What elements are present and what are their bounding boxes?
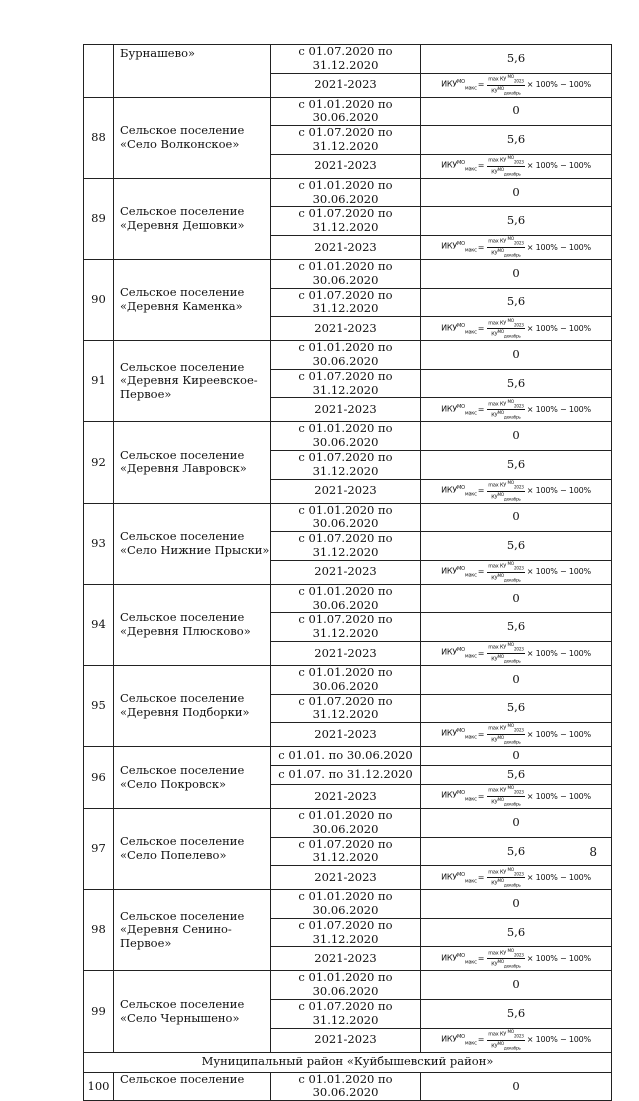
page-number: 8: [589, 845, 597, 859]
rate-value: 5,6: [421, 613, 612, 642]
table-row: [84, 890, 612, 919]
period: с 01.07.2020 по 31.12.2020: [271, 918, 421, 947]
formula: $ИКУ^{МО}_{макс}$ = $\frac{\max КУ ^{МО}_{2023}}{КУ^{МО}_{декабрь}}$ × 100% − 100%: [441, 866, 591, 888]
period: с 01.01.2020 по 30.06.2020: [271, 178, 421, 207]
period: с 01.01. по 30.06.2020: [271, 747, 421, 766]
settlement-name: Сельское поселение «Село Волконское»: [114, 97, 271, 178]
rate-value: 0: [421, 809, 612, 838]
rate-value: 0: [421, 665, 612, 694]
formula: $ИКУ^{МО}_{макс}$ = $\frac{\max КУ ^{МО}_{2023}}{КУ^{МО}_{декабрь}}$ × 100% − 100%: [441, 236, 591, 258]
rate-value: 5,6: [421, 1000, 612, 1029]
district-header-row: [84, 1052, 612, 1072]
formula: $ИКУ^{МО}_{макс}$ = $\frac{\max КУ ^{МО}_{2023}}{КУ^{МО}_{декабрь}}$ × 100% − 100%: [441, 317, 591, 339]
period: с 01.07.2020 по 31.12.2020: [271, 207, 421, 236]
rate-value: 0: [421, 178, 612, 207]
period: с 01.01.2020 по 30.06.2020: [271, 341, 421, 370]
row-number: 97: [84, 809, 114, 890]
period: с 01.07.2020 по 31.12.2020: [271, 532, 421, 561]
period: с 01.07.2020 по 31.12.2020: [271, 450, 421, 479]
period: 2021-2023: [271, 73, 421, 97]
rate-value: 0: [421, 259, 612, 288]
table-row: [84, 1072, 612, 1101]
formula: $ИКУ^{МО}_{макс}$ = $\frac{\max КУ ^{МО}_{2023}}{КУ^{МО}_{декабрь}}$ × 100% − 100%: [441, 947, 591, 970]
settlement-name: Сельское поселение «Деревня Подборки»: [114, 665, 271, 746]
row-number: 96: [84, 747, 114, 809]
period: с 01.01.2020 по 30.06.2020: [271, 584, 421, 613]
table-row: [84, 178, 612, 207]
settlement-name: Сельское поселение «Село Покровск»: [114, 747, 271, 809]
period: с 01.01.2020 по 30.06.2020: [271, 503, 421, 532]
tariff-table: [83, 44, 612, 1101]
table-row: [84, 341, 612, 370]
rate-value: 0: [421, 584, 612, 613]
district-header: Муниципальный район «Куйбышевский район»: [84, 1052, 612, 1072]
table-row: [84, 45, 612, 74]
settlement-name: Сельское поселение «Деревня Дешовки»: [114, 178, 271, 259]
period: 2021-2023: [271, 398, 421, 422]
rate-value: 5,6: [421, 45, 612, 74]
period: с 01.01.2020 по 30.06.2020: [271, 665, 421, 694]
row-number: 92: [84, 422, 114, 503]
settlement-name: Сельское поселение «Село Чернышено»: [114, 971, 271, 1052]
period: с 01.07.2020 по 31.12.2020: [271, 1000, 421, 1029]
row-number: 89: [84, 178, 114, 259]
rate-value: 5,6: [421, 369, 612, 398]
formula: $ИКУ^{МО}_{макс}$ = $\frac{\max КУ ^{МО}_{2023}}{КУ^{МО}_{декабрь}}$ × 100% − 100%: [441, 155, 591, 177]
period: с 01.07.2020 по 31.12.2020: [271, 45, 421, 74]
row-number: 93: [84, 503, 114, 584]
period: с 01.01.2020 по 30.06.2020: [271, 809, 421, 838]
period: 2021-2023: [271, 317, 421, 341]
table-row: [84, 584, 612, 613]
period: 2021-2023: [271, 1028, 421, 1052]
period: с 01.01.2020 по 30.06.2020: [271, 1072, 421, 1101]
rate-value: 5,6: [421, 918, 612, 947]
period: 2021-2023: [271, 723, 421, 747]
period: с 01.07.2020 по 31.12.2020: [271, 613, 421, 642]
period: 2021-2023: [271, 479, 421, 503]
formula: $ИКУ^{МО}_{макс}$ = $\frac{\max КУ ^{МО}_{2023}}{КУ^{МО}_{декабрь}}$ × 100% − 100%: [441, 479, 591, 502]
settlement-name: Сельское поселение «Деревня Плюсково»: [114, 584, 271, 665]
period: с 01.01.2020 по 30.06.2020: [271, 971, 421, 1000]
period: 2021-2023: [271, 947, 421, 971]
rate-value: 0: [421, 971, 612, 1000]
table-row: [84, 503, 612, 532]
rate-value: 5,6: [421, 288, 612, 317]
rate-value: 0: [421, 1072, 612, 1101]
table-row: [84, 422, 612, 451]
period: с 01.01.2020 по 30.06.2020: [271, 890, 421, 919]
formula: $ИКУ^{МО}_{макс}$ = $\frac{\max КУ ^{МО}_{2023}}{КУ^{МО}_{декабрь}}$ × 100% − 100%: [441, 785, 591, 807]
rate-value: 0: [421, 747, 612, 766]
row-number: [84, 45, 114, 98]
row-number: 91: [84, 341, 114, 422]
rate-value: 5,6: [421, 694, 612, 723]
table-row: [84, 97, 612, 126]
period: с 01.07.2020 по 31.12.2020: [271, 694, 421, 723]
table-row: [84, 259, 612, 288]
period: с 01.07.2020 по 31.12.2020: [271, 837, 421, 866]
period: с 01.07.2020 по 31.12.2020: [271, 288, 421, 317]
period: 2021-2023: [271, 235, 421, 259]
row-number: 88: [84, 97, 114, 178]
table-row: [84, 809, 612, 838]
rate-value: 5,6: [421, 450, 612, 479]
period: 2021-2023: [271, 785, 421, 809]
formula: $ИКУ^{МО}_{макс}$ = $\frac{\max КУ ^{МО}_{2023}}{КУ^{МО}_{декабрь}}$ × 100% − 100%: [441, 1029, 591, 1051]
period: 2021-2023: [271, 866, 421, 890]
settlement-name: Сельское поселение «Деревня Каменка»: [114, 259, 271, 340]
row-number: 95: [84, 665, 114, 746]
row-number: 98: [84, 890, 114, 971]
settlement-name: Сельское поселение «Деревня Лавровск»: [114, 422, 271, 503]
period: с 01.01.2020 по 30.06.2020: [271, 422, 421, 451]
rate-value: 5,6: [421, 126, 612, 155]
formula: $ИКУ^{МО}_{макс}$ = $\frac{\max КУ ^{МО}_{2023}}{КУ^{МО}_{декабрь}}$ × 100% − 100%: [441, 642, 591, 664]
row-number: 94: [84, 584, 114, 665]
rate-value: 0: [421, 422, 612, 451]
table-row: [84, 971, 612, 1000]
period: 2021-2023: [271, 560, 421, 584]
period: с 01.01.2020 по 30.06.2020: [271, 259, 421, 288]
rate-value: 5,6: [421, 532, 612, 561]
rate-value: 5,6: [421, 837, 612, 866]
period: с 01.07. по 31.12.2020: [271, 766, 421, 785]
formula: $ИКУ^{МО}_{макс}$ = $\frac{\max КУ ^{МО}_{2023}}{КУ^{МО}_{декабрь}}$ × 100% − 100%: [441, 73, 591, 96]
period: с 01.07.2020 по 31.12.2020: [271, 369, 421, 398]
settlement-name: Сельское поселение «Село Нижние Прыски»: [114, 503, 271, 584]
formula: $ИКУ^{МО}_{макс}$ = $\frac{\max КУ ^{МО}_{2023}}{КУ^{МО}_{декабрь}}$ × 100% − 100%: [441, 398, 591, 420]
row-number: 100: [84, 1072, 114, 1101]
settlement-name: Сельское поселение: [114, 1072, 271, 1101]
formula: $ИКУ^{МО}_{макс}$ = $\frac{\max КУ ^{МО}_{2023}}{КУ^{МО}_{декабрь}}$ × 100% − 100%: [441, 723, 591, 745]
formula: $ИКУ^{МО}_{макс}$ = $\frac{\max КУ ^{МО}_{2023}}{КУ^{МО}_{декабрь}}$ × 100% − 100%: [441, 561, 591, 583]
table-row: [84, 747, 612, 766]
period: 2021-2023: [271, 154, 421, 178]
rate-value: 0: [421, 97, 612, 126]
settlement-name: Сельское поселение «Деревня Киреевское-Первое»: [114, 341, 271, 422]
row-number: 99: [84, 971, 114, 1052]
period: с 01.07.2020 по 31.12.2020: [271, 126, 421, 155]
row-number: 90: [84, 259, 114, 340]
table-row: [84, 665, 612, 694]
settlement-name: Сельское поселение «Деревня Сенино-Первое»: [114, 890, 271, 971]
rate-value: 0: [421, 890, 612, 919]
rate-value: 5,6: [421, 207, 612, 236]
settlement-name: Сельское поселение «Село Попелево»: [114, 809, 271, 890]
rate-value: 0: [421, 503, 612, 532]
settlement-name: Бурнашево»: [114, 45, 271, 98]
rate-value: 0: [421, 341, 612, 370]
period: с 01.01.2020 по 30.06.2020: [271, 97, 421, 126]
rate-value: 5,6: [421, 766, 612, 785]
period: 2021-2023: [271, 641, 421, 665]
